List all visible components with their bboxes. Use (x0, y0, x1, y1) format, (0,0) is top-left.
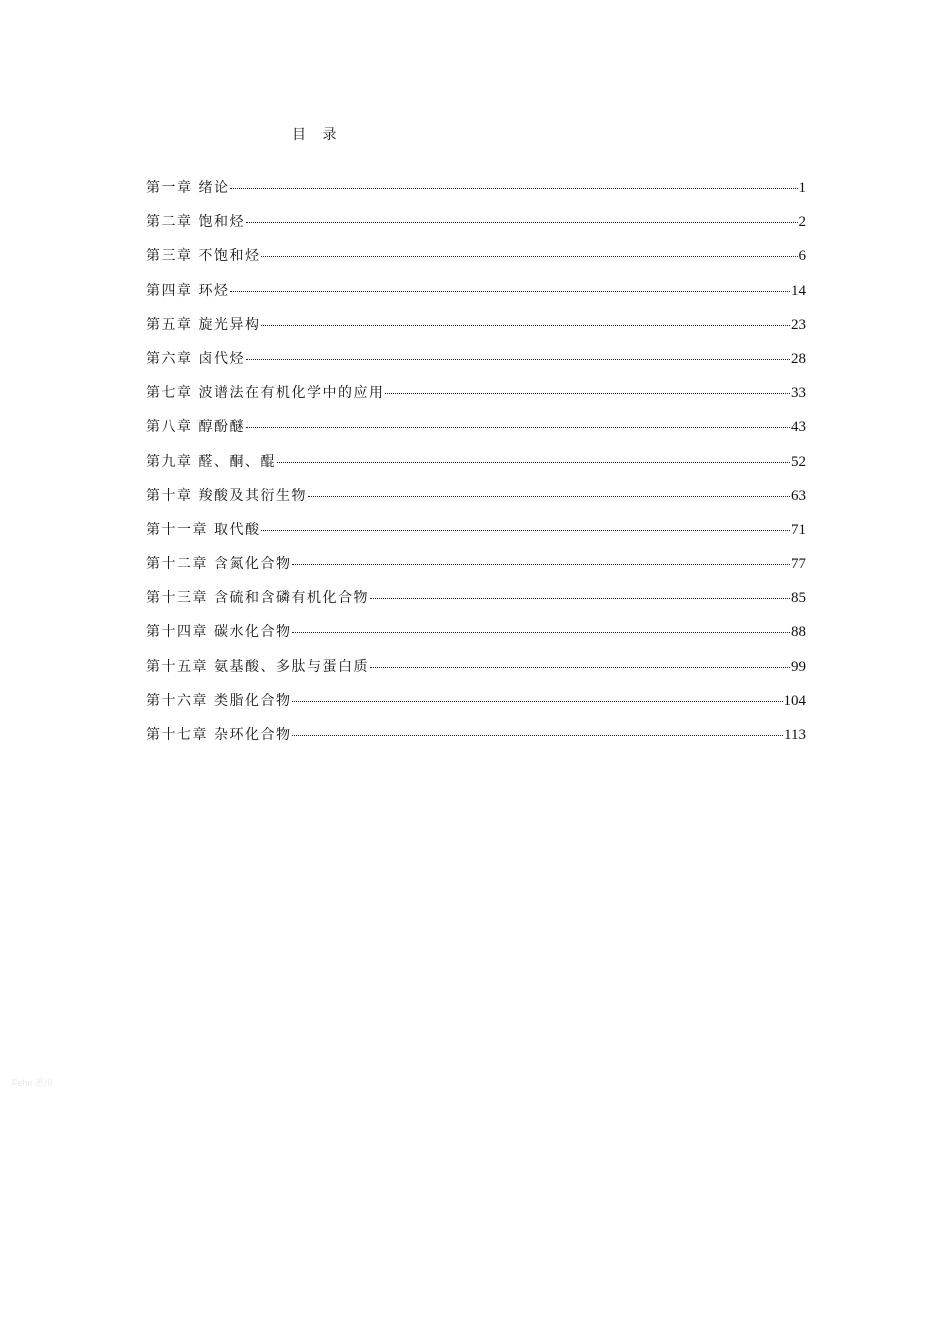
toc-entry-label: 第九章 醛、酮、醌 (146, 453, 276, 470)
toc-entry[interactable] (146, 308, 806, 342)
dot-leader (308, 495, 790, 497)
toc-entry[interactable] (146, 513, 806, 547)
toc-entry[interactable] (146, 274, 806, 308)
dot-leader (277, 461, 790, 463)
toc-entry[interactable] (146, 615, 806, 649)
dot-leader (370, 666, 790, 668)
toc-entry[interactable] (146, 718, 806, 752)
toc-entry-page-number: 85 (791, 590, 806, 607)
toc-entry-page-number: 6 (798, 248, 806, 265)
dot-leader (292, 563, 790, 565)
dot-leader (246, 358, 790, 360)
toc-entry-page-number: 63 (791, 487, 806, 504)
toc-entry[interactable] (146, 445, 806, 479)
toc-entry-page-number: 23 (791, 316, 806, 333)
toc-entry[interactable] (146, 205, 806, 239)
toc-entry-label: 第四章 环烃 (146, 282, 230, 299)
toc-entry-page-number: 71 (791, 521, 806, 538)
toc-entry-label: 第三章 不饱和烃 (146, 248, 261, 265)
toc-entry-label: 第五章 旋光异构 (146, 316, 261, 333)
toc-entry[interactable] (146, 376, 806, 410)
toc-entry-label: 第十章 羧酸及其衍生物 (146, 487, 307, 504)
toc-title: 目 录 (292, 127, 343, 143)
toc-entry[interactable] (146, 684, 806, 718)
toc-entry-page-number: 28 (791, 350, 806, 367)
dot-leader (246, 221, 798, 223)
toc-entry-page-number: 77 (791, 556, 806, 573)
toc-entry-label: 第二章 饱和烃 (146, 214, 245, 231)
toc-entry[interactable] (146, 547, 806, 581)
toc-entry-label: 第十七章 杂环化合物 (146, 727, 292, 743)
toc-entry[interactable] (146, 171, 806, 205)
dot-leader (230, 187, 797, 189)
toc-entry-label: 第六章 卤代烃 (146, 350, 245, 367)
toc-entry-label: 第一章 绪论 (146, 180, 230, 196)
toc-entry-page-number: 43 (791, 419, 806, 436)
toc-entry-label: 第十六章 类脂化合物 (146, 692, 292, 709)
watermark-text: Fehn 悉用 (12, 1078, 54, 1088)
dot-leader (246, 426, 790, 428)
dot-leader (230, 290, 790, 292)
toc-entry[interactable] (146, 581, 806, 615)
toc-entry-label: 第十一章 取代酸 (146, 521, 261, 538)
toc-entry-page-number: 113 (784, 727, 806, 743)
toc-entry[interactable] (146, 239, 806, 273)
dot-leader (261, 255, 797, 257)
dot-leader (292, 631, 790, 633)
toc-entry-label: 第七章 波谱法在有机化学中的应用 (146, 385, 385, 402)
toc-entry-page-number: 14 (791, 282, 806, 299)
dot-leader (370, 597, 790, 599)
toc-entry-page-number: 52 (791, 453, 806, 470)
toc-entry-label: 第十三章 含硫和含磷有机化合物 (146, 590, 369, 607)
dot-leader (292, 734, 783, 736)
toc-entry[interactable] (146, 342, 806, 376)
toc-entry[interactable] (146, 650, 806, 684)
toc-entry-label: 第十二章 含氮化合物 (146, 556, 292, 573)
dot-leader (261, 529, 790, 531)
toc-entry-page-number: 33 (791, 385, 806, 402)
toc-entry-page-number: 104 (783, 692, 806, 709)
toc-entry-page-number: 1 (798, 180, 806, 196)
toc-entry-page-number: 2 (798, 214, 806, 231)
toc-entry-page-number: 99 (791, 658, 806, 675)
toc-entry-label: 第十五章 氨基酸、多肽与蛋白质 (146, 658, 369, 675)
toc-list (146, 171, 806, 752)
dot-leader (385, 392, 790, 394)
dot-leader (292, 700, 782, 702)
toc-entry-label: 第八章 醇酚醚 (146, 419, 245, 436)
toc-entry-label: 第十四章 碳水化合物 (146, 624, 292, 641)
toc-entry[interactable] (146, 410, 806, 444)
dot-leader (261, 324, 790, 326)
toc-entry-page-number: 88 (791, 624, 806, 641)
toc-entry[interactable] (146, 479, 806, 513)
